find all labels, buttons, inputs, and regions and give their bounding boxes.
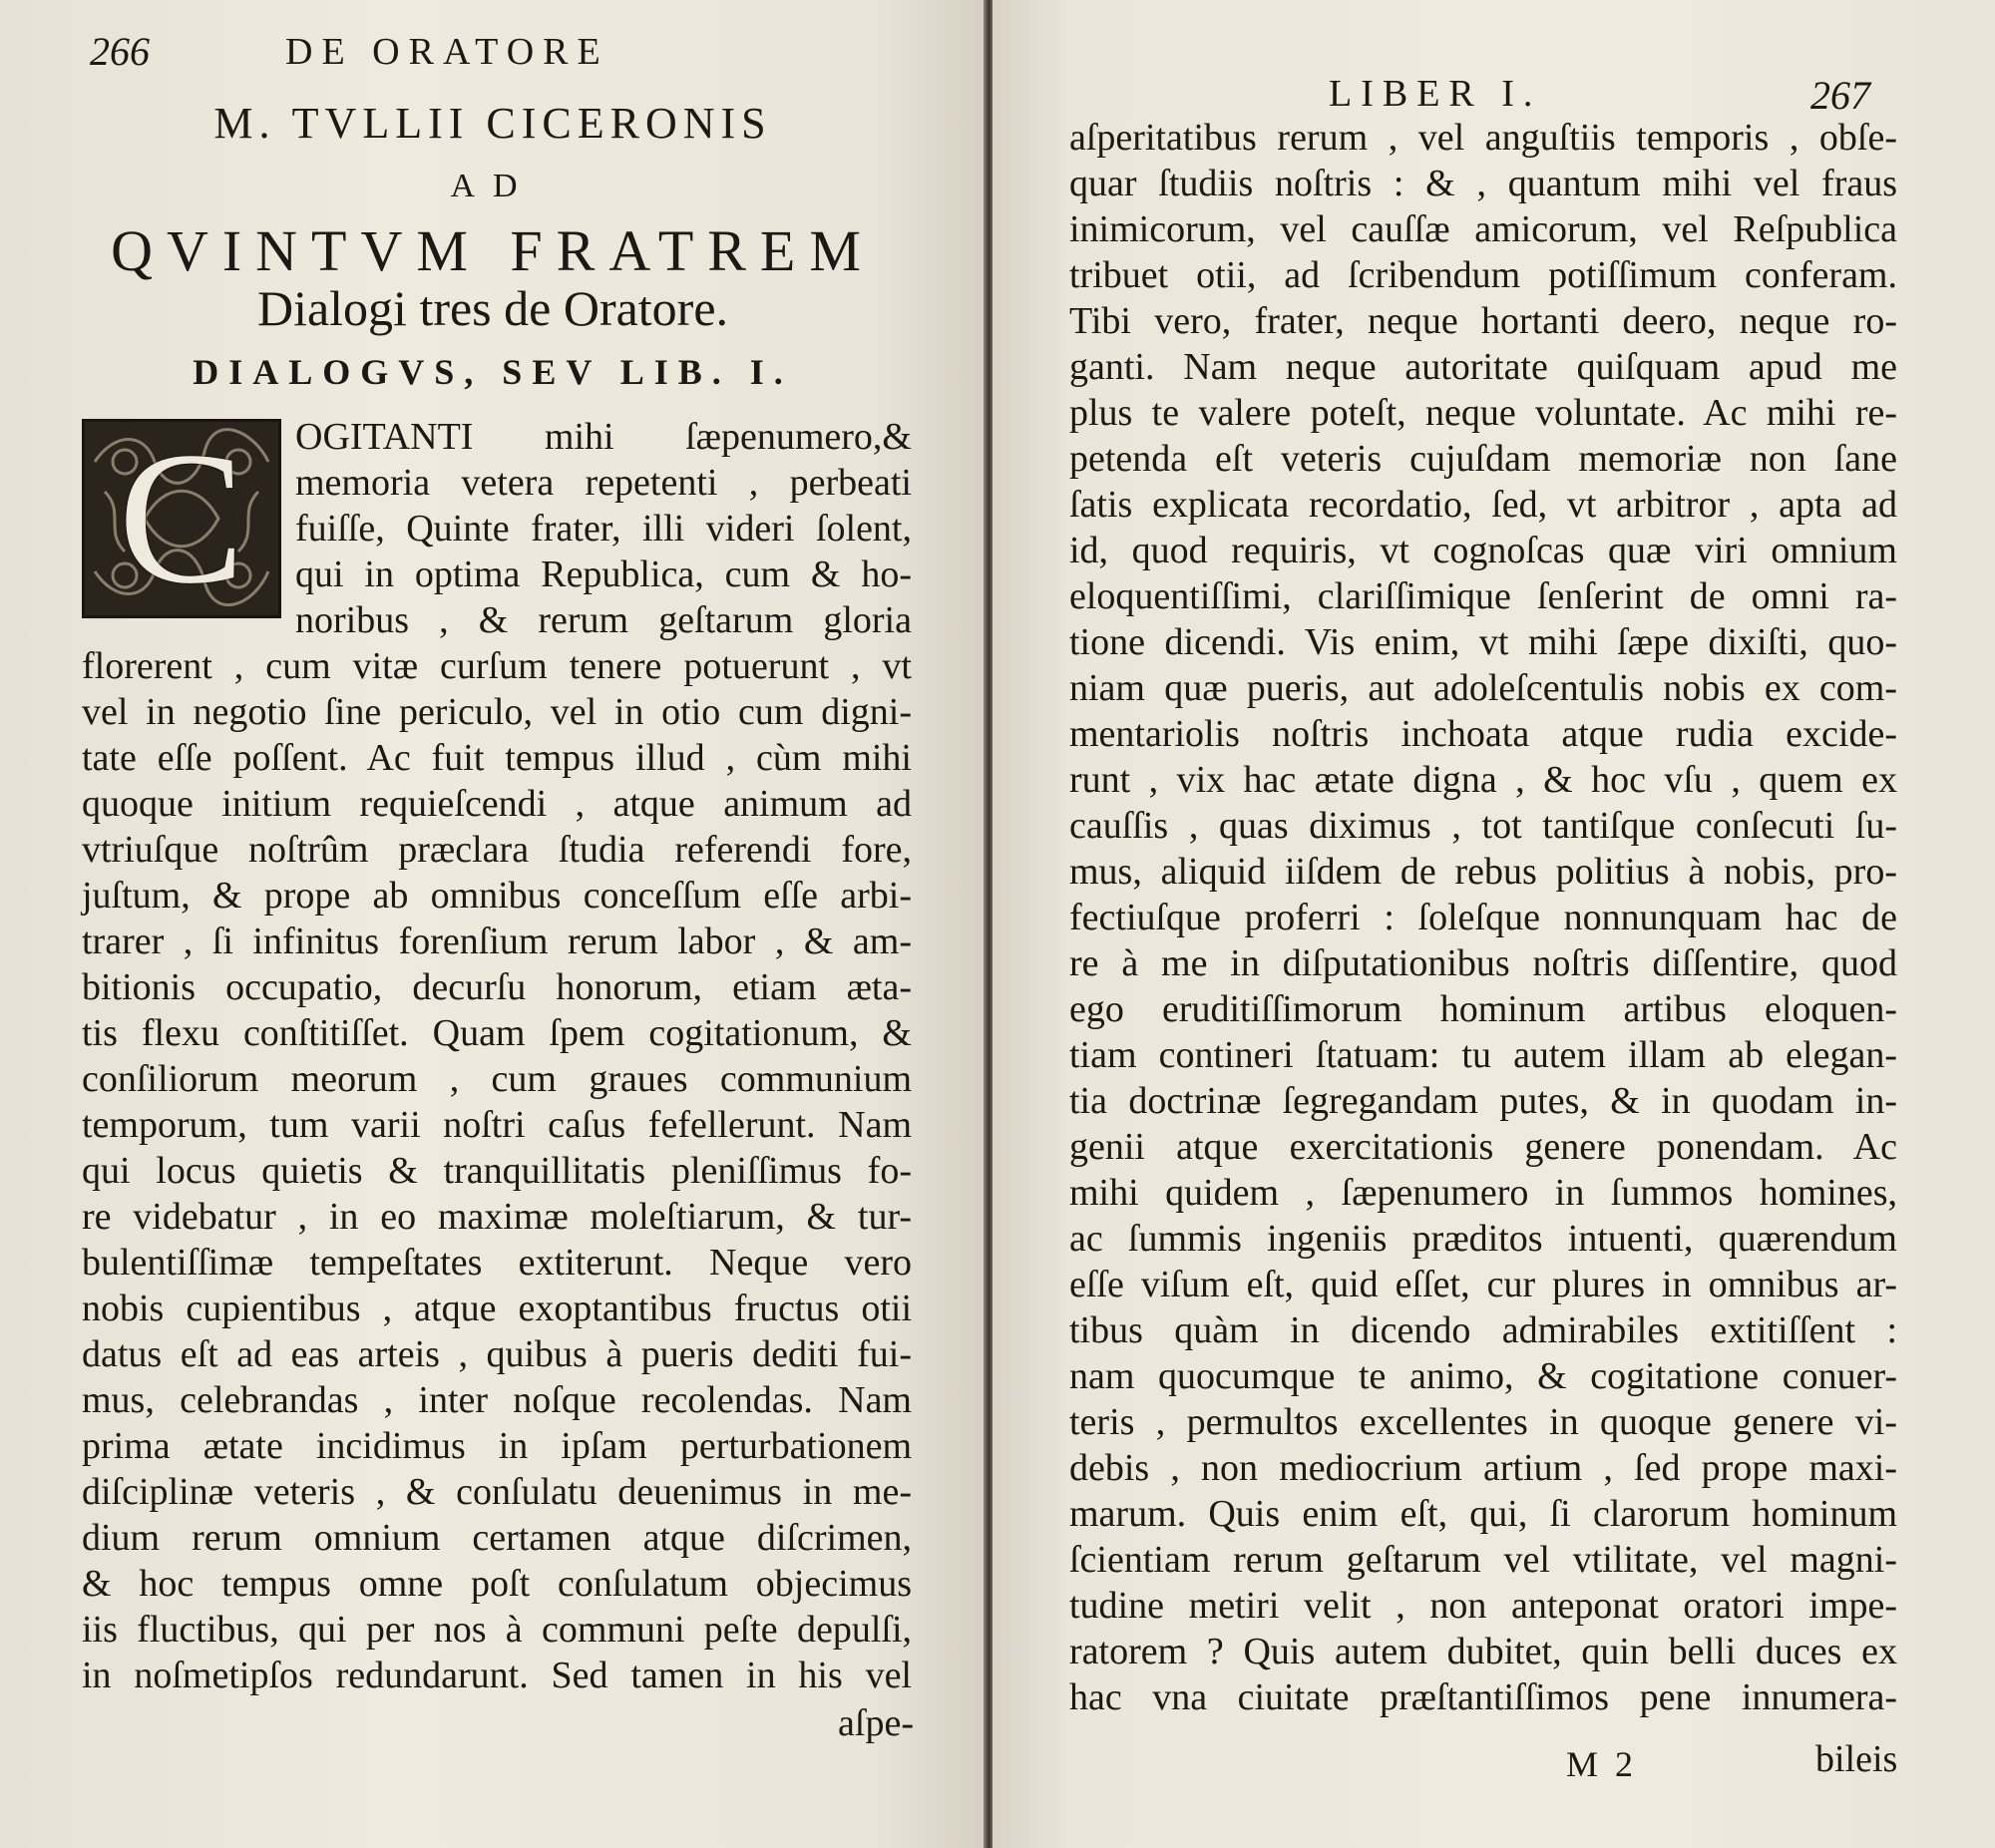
text-line: memoria vetera repetenti , perbeati <box>295 462 912 504</box>
text-line: id, quod requiris, vt cognoſcas quæ viri omnium <box>1069 530 1897 571</box>
text-line: tribuet otii, ad ſcribendum potiſſimum conferam. <box>1069 254 1897 296</box>
text-line: marum. Quis enim eſt, qui, ſi clarorum hominum <box>1069 1493 1897 1535</box>
text-line: noribus , & rerum geſtarum gloria <box>295 599 912 641</box>
text-line: ſatis explicata recordatio, ſed, vt arbitror , apta ad <box>1069 484 1897 526</box>
title-ad: AD <box>450 168 536 204</box>
text-line: quoque initium requieſcendi , atque animum ad <box>82 783 912 825</box>
text-line: diſciplinæ veteris , & conſulatu deuenimus in me- <box>82 1471 912 1513</box>
title-addressee: QVINTVM FRATREM <box>111 218 875 283</box>
book-heading: DIALOGVS, SEV LIB. I. <box>193 352 793 392</box>
text-line: tis flexu conſtitiſſet. Quam ſpem cogitationum, & <box>82 1012 912 1054</box>
text-line: OGITANTI mihi ſæpenumero,& <box>295 416 912 458</box>
text-line: ſcientiam rerum geſtarum vel vtilitate, vel magni- <box>1069 1539 1897 1581</box>
text-line: vel in negotio ſine periculo, vel in otio cum digni- <box>82 691 912 733</box>
text-line: teris , permultos excellentes in quoque genere vi- <box>1069 1401 1897 1443</box>
text-line: qui locus quietis & tranquillitatis pleniſſimus fo- <box>82 1150 912 1192</box>
text-line: prima ætate incidimus in ipſam perturbationem <box>82 1425 912 1467</box>
text-line: tia doctrinæ ſegregandam putes, & in quodam in- <box>1069 1080 1897 1122</box>
text-line: bulentiſſimæ tempeſtates extiterunt. Neque vero <box>82 1242 912 1284</box>
text-line: inimicorum, vel cauſſæ amicorum, vel Reſpublica <box>1069 208 1897 250</box>
text-line: mihi quidem , ſæpenumero in ſummos homines, <box>1069 1172 1897 1214</box>
text-line: iis fluctibus, qui per nos à communi peſte depulſi, <box>82 1609 912 1651</box>
text-line: conſiliorum meorum , cum graues communium <box>82 1058 912 1100</box>
right-running-head: LIBER I. <box>1329 73 1542 115</box>
text-line: dium rerum omnium certamen atque diſcrimen, <box>82 1517 912 1559</box>
right-catchword: bileis <box>1815 1738 1898 1780</box>
text-line: tione dicendi. Vis enim, vt mihi ſæpe dixiſti, quo- <box>1069 621 1897 663</box>
text-line: aſperitatibus rerum , vel anguſtiis temporis , obſe- <box>1069 117 1897 159</box>
initial-letter: C <box>118 419 245 618</box>
text-line: niam quæ pueris, aut adoleſcentulis nobis ex com- <box>1069 667 1897 709</box>
text-line: runt , vix hac ætate digna , & hoc vſu , quem ex <box>1069 759 1897 801</box>
text-line: cauſſis , quas diximus , tot tantiſque conſecuti ſu- <box>1069 805 1897 847</box>
text-line: re videbatur , in eo maximæ moleſtiarum, & tur- <box>82 1196 912 1238</box>
text-line: trarer , ſi infinitus forenſium rerum labor , & am- <box>82 921 912 962</box>
text-line: hac vna ciuitate præſtantiſſimos pene innumera- <box>1069 1676 1897 1718</box>
left-running-head: DE ORATORE <box>285 31 609 73</box>
text-line: Tibi vero, frater, neque hortanti deero, neque ro- <box>1069 300 1897 342</box>
text-line: tibus quàm in dicendo admirabiles extitiſſent : <box>1069 1309 1897 1351</box>
text-line: bitionis occupatio, decurſu honorum, etiam æta- <box>82 966 912 1008</box>
signature-mark: M 2 <box>1566 1744 1638 1784</box>
text-line: fectiuſque proferri : ſoleſque nonnunquam hac de <box>1069 897 1897 938</box>
text-line: ac ſummis ingeniis præditos intuenti, quærendum <box>1069 1218 1897 1260</box>
text-line: tudine metiri velit , non anteponat oratori impe- <box>1069 1585 1897 1627</box>
text-line: ego eruditiſſimorum hominum artibus eloquen- <box>1069 988 1897 1030</box>
text-line: vtriuſque noſtrûm præclara ſtudia referendi fore, <box>82 829 912 871</box>
text-line: eloquentiſſimi, clariſſimique ſenſerint de omni ra- <box>1069 575 1897 617</box>
text-line: mus, celebrandas , inter noſque recolendas. Nam <box>82 1379 912 1421</box>
text-line: petenda eſt veteris cujuſdam memoriæ non ſane <box>1069 438 1897 480</box>
text-line: genii atque exercitationis genere ponendam. Ac <box>1069 1126 1897 1168</box>
text-line: fuiſſe, Quinte frater, illi videri ſolent, <box>295 508 912 550</box>
text-line: tate eſſe poſſent. Ac fuit tempus illud , cùm mihi <box>82 737 912 779</box>
text-line: mentariolis noſtris inchoata atque rudia excide- <box>1069 713 1897 755</box>
author-title: M. TVLLII CICERONIS <box>213 99 772 148</box>
text-line: plus te valere poteſt, neque voluntate. Ac mihi re- <box>1069 392 1897 434</box>
text-line: datus eſt ad eas arteis , quibus à pueris dediti fui- <box>82 1333 912 1375</box>
text-line: debis , non mediocrium artium , ſed prope maxi- <box>1069 1447 1897 1489</box>
text-line: ratorem ? Quis autem dubitet, quin belli duces ex <box>1069 1631 1897 1672</box>
left-catchword: aſpe- <box>838 1702 914 1744</box>
text-line: temporum, tum varii noſtri caſus fefellerunt. Nam <box>82 1104 912 1146</box>
text-line: quar ſtudiis noſtris : & , quantum mihi vel fraus <box>1069 163 1897 204</box>
text-line: juſtum, & prope ab omnibus conceſſum eſſe arbi- <box>82 875 912 917</box>
text-line: eſſe viſum eſt, quid eſſet, cur plures in omnibus ar- <box>1069 1264 1897 1305</box>
text-line: ganti. Nam neque autoritate quiſquam apud me <box>1069 346 1897 388</box>
text-line: in noſmetipſos redundarunt. Sed tamen in his vel <box>82 1655 912 1696</box>
text-line: & hoc tempus omne poſt conſulatum objecimus <box>82 1563 912 1605</box>
left-page-number: 266 <box>90 29 150 74</box>
text-line: re à me in diſputationibus noſtris diſſentire, quod <box>1069 942 1897 984</box>
work-subtitle: Dialogi tres de Oratore. <box>256 280 729 336</box>
text-line: qui in optima Republica, cum & ho- <box>295 554 912 595</box>
right-page-number: 267 <box>1810 73 1870 118</box>
text-line: nam quocumque te animo, & cogitatione conuer- <box>1069 1355 1897 1397</box>
text-line: mus, aliquid iiſdem de rebus politius à nobis, pro- <box>1069 851 1897 893</box>
text-line: nobis cupientibus , atque exoptantibus fructus otii <box>82 1288 912 1329</box>
text-line: florerent , cum vitæ curſum tenere potuerunt , vt <box>82 645 912 687</box>
text-line: tiam contineri ſtatuam: tu autem illam ab elegan- <box>1069 1034 1897 1076</box>
